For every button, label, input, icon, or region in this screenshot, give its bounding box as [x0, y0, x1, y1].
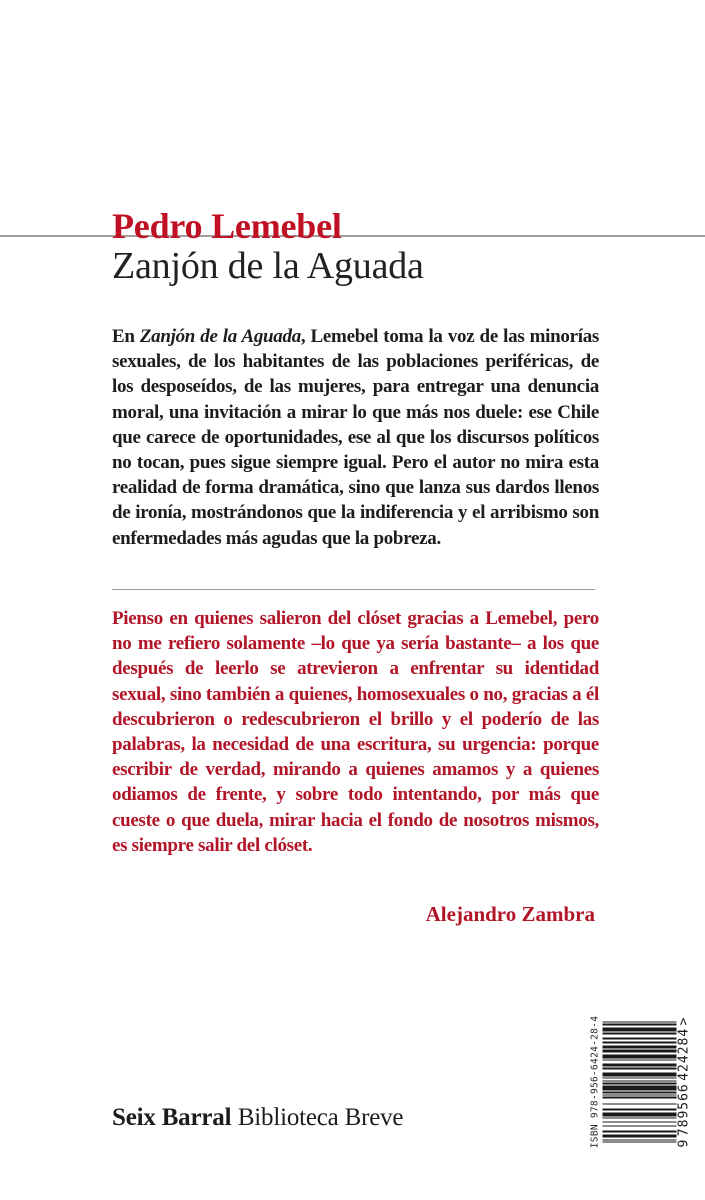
author-name: Pedro Lemebel — [112, 206, 342, 246]
header-rule — [0, 235, 705, 237]
synopsis-prefix: En — [112, 326, 140, 347]
barcode-digit-prefix: 9 — [675, 1138, 691, 1147]
barcode-block — [589, 1016, 693, 1147]
barcode-right-mark: > — [675, 1016, 691, 1025]
synopsis-italic-title: Zanjón de la Aguada — [139, 326, 301, 347]
collection-name: Biblioteca Breve — [237, 1104, 404, 1131]
publisher-name: Seix Barral — [112, 1104, 232, 1131]
isbn-label: ISBN 978-956-6424-28-4 — [589, 1015, 600, 1148]
barcode-digit-group2: 424284 — [675, 1027, 691, 1081]
publisher-imprint — [112, 1103, 403, 1133]
quote-attribution: Alejandro Zambra — [425, 902, 595, 926]
barcode-rotated-inner — [589, 1016, 693, 1147]
endorsement-quote: Pienso en quienes salieron del clóset gracias a Lemebel, pero no me refiero solamente –lo que ya sería bastante– a los que después de leerlo se atrevieron a enfrentar su identidad sexual, sino también a quienes, homosexuales o no, gracias a él descubrieron o redescubrieron el brillo y el poderío de las palabras, la necesidad de una escritura, su urgencia: porque escribir de verdad, mirando a quienes amamos y a quienes odiamos de frente, y sobre todo intentando, por más que cueste o que duela, mirar hacia el fondo de nosotros mismos, es siempre salir del clóset. — [112, 608, 599, 856]
barcode-digit-group1: 789566 — [675, 1082, 691, 1136]
book-title: Zanjón de la Aguada — [112, 245, 424, 287]
synopsis-paragraph — [112, 324, 599, 551]
synopsis-body: , Lemebel toma la voz de las minorías sexuales, de los habitantes de las poblaciones periféricas, de los desposeídos, de las mujeres, para entregar una denuncia moral, una invitación a mirar lo que más nos duele: ese Chile que carece de oportunidades, ese al que los discursos políticos no tocan, pues sigue siempre igual. Pero el autor no mira esta realidad de forma dramática, sino que lanza sus dardos llenos de ironía, mostrándonos que la indiferencia y el arribismo son enfermedades más agudas que la pobreza. — [112, 326, 599, 549]
section-divider-rule — [112, 589, 595, 590]
barcode-digits — [677, 1016, 691, 1147]
barcode-bars — [602, 1021, 676, 1143]
